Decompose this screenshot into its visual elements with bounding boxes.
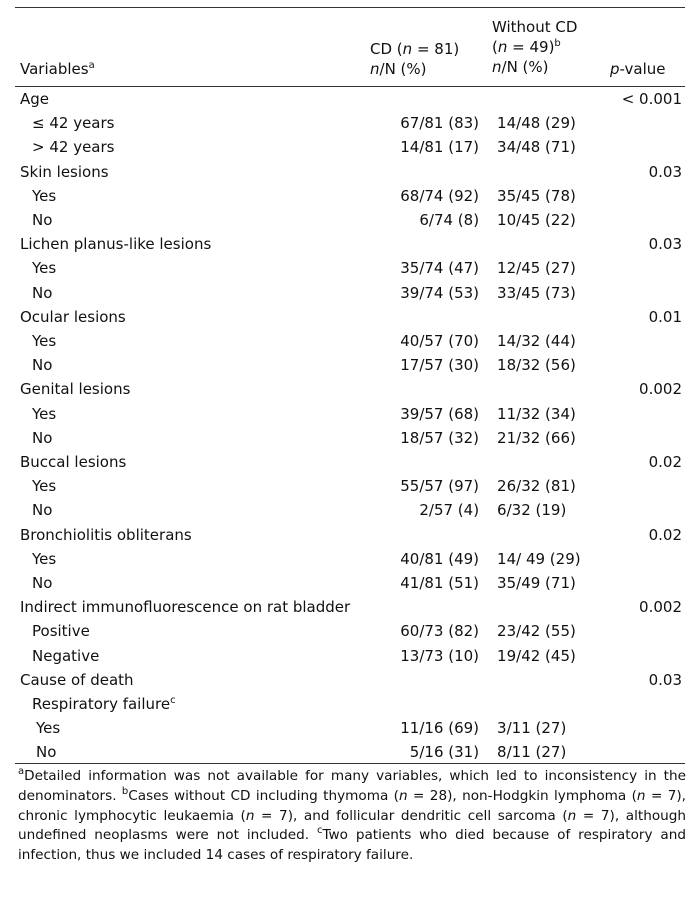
- p-value: [622, 353, 685, 377]
- row-label-text: No: [32, 428, 53, 447]
- n-symbol: n: [370, 60, 380, 78]
- cd-value: [372, 474, 489, 498]
- table-row: [15, 547, 685, 571]
- p-value: [622, 402, 685, 426]
- n-symbol: n: [567, 807, 577, 824]
- footnote-b-part: Cases without CD including thymoma (: [128, 787, 399, 804]
- p-value-text: 0.002: [639, 598, 682, 617]
- p-value: [622, 547, 685, 571]
- cd-value: [372, 595, 489, 619]
- cd-value: [372, 353, 489, 377]
- without-cd-value: [489, 595, 622, 619]
- cd-value-text: 11/16 (69): [400, 719, 480, 738]
- cd-value-text: 40/81 (49): [400, 549, 480, 568]
- row-label-text: Bronchiolitis obliterans: [20, 525, 192, 544]
- cd-value: [372, 135, 489, 159]
- cd-value-text: 14/81 (17): [400, 138, 480, 157]
- row-label-text: Yes: [36, 719, 61, 738]
- row-label-text: Skin lesions: [20, 162, 109, 181]
- without-cd-value: [489, 402, 622, 426]
- without-cd-value-text: 10/45 (22): [497, 211, 576, 230]
- row-label-text: No: [32, 283, 53, 302]
- row-label: [15, 571, 372, 595]
- header-p-value: [610, 59, 666, 79]
- p-value: [622, 281, 685, 305]
- cd-value: [372, 281, 489, 305]
- row-label-text: Genital lesions: [20, 380, 131, 399]
- table-row: [15, 474, 685, 498]
- without-cd-value-text: 33/45 (73): [497, 283, 576, 302]
- row-label-text: > 42 years: [32, 138, 115, 157]
- table-row: [15, 426, 685, 450]
- p-value: [622, 668, 685, 692]
- p-value: [622, 571, 685, 595]
- row-label: [15, 135, 372, 159]
- footnote-mark-b: b: [554, 38, 561, 49]
- p-value: [622, 619, 685, 643]
- without-cd-value: [489, 305, 622, 329]
- table-row: [15, 619, 685, 643]
- without-cd-value: [489, 450, 622, 474]
- cd-value-text: 40/57 (70): [400, 332, 480, 351]
- p-value: [622, 692, 685, 716]
- paren: (: [492, 38, 498, 56]
- without-cd-value-text: 8/11 (27): [497, 743, 567, 762]
- footnote-mark-b: b: [121, 785, 129, 797]
- row-label: [15, 668, 372, 692]
- p-value-text: 0.01: [648, 307, 682, 326]
- row-label-text: Positive: [32, 622, 90, 641]
- without-cd-value-text: 6/32 (19): [497, 501, 567, 520]
- table-row: [15, 571, 685, 595]
- without-cd-value: [489, 208, 622, 232]
- without-cd-value: [489, 135, 622, 159]
- row-label: [15, 208, 372, 232]
- row-label: [15, 595, 372, 619]
- p-value: [622, 644, 685, 668]
- row-label: [15, 450, 372, 474]
- without-cd-value-text: 35/49 (71): [497, 574, 576, 593]
- without-cd-value: [489, 111, 622, 135]
- without-cd-value: [489, 619, 622, 643]
- header-cd-line2: [370, 59, 459, 79]
- without-cd-value-text: 12/45 (27): [497, 259, 576, 278]
- table-row: [15, 402, 685, 426]
- count: = 49): [507, 38, 555, 56]
- n-symbol: n: [399, 787, 408, 804]
- table-row: [15, 523, 685, 547]
- p-value: [622, 329, 685, 353]
- without-cd-value: [489, 184, 622, 208]
- count: = 81): [412, 40, 460, 58]
- table-row: [15, 595, 685, 619]
- table-row: [15, 740, 685, 764]
- row-label-text: Yes: [32, 549, 57, 568]
- row-label: [15, 305, 372, 329]
- cd-value: [372, 329, 489, 353]
- header-without-cd-line2: [492, 37, 577, 57]
- p-value: [622, 450, 685, 474]
- row-label: [15, 692, 372, 716]
- footnote-b-part: = 7), and follicular dendritic cell sarcoma (: [254, 807, 568, 824]
- row-label-text: Age: [20, 90, 50, 108]
- cd-value: [372, 184, 489, 208]
- p-value: [622, 595, 685, 619]
- header-cd-line1: [370, 39, 459, 59]
- without-cd-value-text: 19/42 (45): [497, 646, 576, 665]
- row-label: [15, 740, 372, 764]
- table-row: [15, 184, 685, 208]
- without-cd-value-text: 35/45 (78): [497, 186, 576, 205]
- without-cd-value: [489, 232, 622, 256]
- footnote-mark-a: a: [88, 60, 95, 71]
- without-cd-value: [489, 426, 622, 450]
- without-cd-value-text: 23/42 (55): [497, 622, 576, 641]
- row-label: [15, 111, 372, 135]
- p-value: [622, 377, 685, 401]
- row-label: [15, 256, 372, 280]
- cd-label: CD (: [370, 40, 403, 58]
- table-row: [15, 692, 685, 716]
- data-table: [15, 87, 685, 765]
- cd-value-text: 17/57 (30): [400, 356, 480, 375]
- footnote-c: Two patients who died because of respiratory and infection, thus we included 14 cases of respiratory failure.: [18, 827, 686, 864]
- without-cd-value: [489, 740, 622, 764]
- row-label: [15, 523, 372, 547]
- footnote-mark-c: c: [316, 825, 323, 837]
- cd-value: [372, 305, 489, 329]
- cd-value: [372, 402, 489, 426]
- p-value: [622, 305, 685, 329]
- cd-value: [372, 644, 489, 668]
- header-cd: [370, 39, 459, 79]
- row-label: [15, 87, 372, 111]
- table-row: [15, 160, 685, 184]
- p-value-text: 0.02: [648, 525, 682, 544]
- cd-value: [372, 740, 489, 764]
- cd-value-text: 67/81 (83): [400, 114, 480, 133]
- p-value: [622, 135, 685, 159]
- p-value: [622, 426, 685, 450]
- cd-value: [372, 571, 489, 595]
- header-variables: [20, 59, 95, 79]
- cd-value-text: 68/74 (92): [400, 186, 480, 205]
- row-label: [15, 184, 372, 208]
- table-row: [15, 135, 685, 159]
- row-label-text: Negative: [32, 646, 100, 665]
- row-label-text: Lichen planus-like lesions: [20, 235, 212, 254]
- p-value-text: 0.03: [648, 162, 682, 181]
- p-value: [622, 498, 685, 522]
- p-value: [622, 523, 685, 547]
- row-label: [15, 402, 372, 426]
- row-label-text: Yes: [32, 332, 57, 351]
- table-row: [15, 87, 685, 111]
- footnote-a: Detailed information was not available for many variables, which led to inconsistency in the denominators.: [18, 768, 686, 804]
- bottom-rule: [15, 763, 685, 764]
- without-cd-value-text: 3/11 (27): [497, 719, 567, 738]
- row-label-text: Respiratory failure: [32, 695, 171, 714]
- p-value-text: < 0.001: [621, 90, 682, 108]
- cd-value: [372, 160, 489, 184]
- table-row: [15, 111, 685, 135]
- footnote-mark-a: a: [18, 766, 25, 777]
- row-label-text: No: [32, 574, 53, 593]
- cd-value-text: 39/74 (53): [400, 283, 480, 302]
- p-value: [622, 87, 685, 111]
- n-symbol: n: [245, 807, 255, 824]
- row-label-text: Indirect immunofluorescence on rat bladder: [20, 598, 351, 617]
- p-value-text: 0.03: [648, 670, 682, 689]
- cd-value-text: 18/57 (32): [400, 428, 480, 447]
- unit: /N (%): [379, 60, 427, 78]
- row-label: [15, 498, 372, 522]
- row-label: [15, 474, 372, 498]
- without-cd-value: [489, 644, 622, 668]
- row-label: [15, 329, 372, 353]
- without-cd-value-text: 18/32 (56): [497, 356, 576, 375]
- cd-value: [372, 111, 489, 135]
- table-row: [15, 232, 685, 256]
- table-row: [15, 377, 685, 401]
- p-value: [622, 208, 685, 232]
- without-cd-value: [489, 353, 622, 377]
- header-without-cd: [492, 17, 577, 77]
- cd-value: [372, 256, 489, 280]
- without-cd-value: [489, 498, 622, 522]
- p-value: [622, 184, 685, 208]
- without-cd-value-text: 14/48 (29): [497, 114, 576, 133]
- cd-value: [372, 547, 489, 571]
- table-row: [15, 353, 685, 377]
- p-value: [622, 232, 685, 256]
- cd-value-text: 6/74 (8): [419, 211, 480, 230]
- without-cd-value-text: 11/32 (34): [497, 404, 576, 423]
- variables-label: Variables: [20, 60, 89, 78]
- row-label: [15, 619, 372, 643]
- without-cd-value: [489, 377, 622, 401]
- footnote-b-part: = 7), although undefined neoplasms were not included.: [18, 807, 686, 844]
- without-cd-value: [489, 329, 622, 353]
- n-symbol: n: [492, 58, 502, 76]
- table-row: [15, 498, 685, 522]
- n-symbol: n: [402, 40, 413, 58]
- without-cd-value: [489, 160, 622, 184]
- cd-value: [372, 692, 489, 716]
- row-label: [15, 232, 372, 256]
- n-symbol: n: [636, 787, 646, 804]
- table-row: [15, 208, 685, 232]
- table-row: [15, 281, 685, 305]
- top-rule: [15, 7, 685, 8]
- table-row: [15, 329, 685, 353]
- row-label-text: No: [36, 743, 57, 762]
- row-label-text: Yes: [32, 259, 57, 278]
- row-label-text: No: [32, 501, 53, 520]
- table-row: [15, 716, 685, 740]
- row-label-text: No: [32, 211, 53, 230]
- without-cd-value-text: 14/32 (44): [497, 332, 576, 351]
- n-symbol: n: [497, 38, 508, 56]
- row-label: [15, 547, 372, 571]
- without-cd-value: [489, 281, 622, 305]
- table-row: [15, 668, 685, 692]
- cd-value: [372, 377, 489, 401]
- p-symbol: p: [610, 60, 620, 78]
- row-label: [15, 353, 372, 377]
- without-cd-value-text: 14/ 49 (29): [497, 549, 581, 568]
- cd-value-text: 13/73 (10): [400, 646, 480, 665]
- without-cd-value: [489, 523, 622, 547]
- p-value: [622, 256, 685, 280]
- footnote-mark-c: c: [170, 695, 176, 707]
- row-label-text: ≤ 42 years: [32, 114, 115, 133]
- table-body: [15, 87, 685, 765]
- row-label: [15, 644, 372, 668]
- cd-value-text: 35/74 (47): [400, 259, 480, 278]
- without-cd-value: [489, 668, 622, 692]
- cd-value: [372, 668, 489, 692]
- without-cd-value: [489, 716, 622, 740]
- p-value: [622, 740, 685, 764]
- table-row: [15, 644, 685, 668]
- table-row: [15, 305, 685, 329]
- row-label-text: Yes: [32, 186, 57, 205]
- cd-value: [372, 87, 489, 111]
- without-cd-value: [489, 547, 622, 571]
- cd-value: [372, 426, 489, 450]
- p-value: [622, 160, 685, 184]
- header-without-cd-line3: [492, 57, 577, 77]
- row-label-text: Buccal lesions: [20, 453, 127, 472]
- p-value-text: 0.02: [648, 453, 682, 472]
- footnote-b-part: = 7), chronic lymphocytic leukaemia (: [18, 787, 686, 824]
- cd-value: [372, 619, 489, 643]
- without-cd-value: [489, 571, 622, 595]
- row-label-text: Yes: [32, 404, 57, 423]
- row-label-text: Yes: [32, 477, 57, 496]
- cd-value-text: 5/16 (31): [409, 743, 480, 762]
- cd-value: [372, 716, 489, 740]
- cd-value: [372, 450, 489, 474]
- without-cd-value: [489, 474, 622, 498]
- cd-value: [372, 208, 489, 232]
- without-cd-value: [489, 87, 622, 111]
- row-label: [15, 377, 372, 401]
- header-without-cd-line1: Without CD: [492, 18, 578, 36]
- table-row: [15, 256, 685, 280]
- cd-value: [372, 232, 489, 256]
- footnote-b-part: = 28), non-Hodgkin lymphoma (: [407, 787, 637, 804]
- row-label-text: Ocular lesions: [20, 307, 126, 326]
- without-cd-value: [489, 256, 622, 280]
- row-label: [15, 281, 372, 305]
- cd-value-text: 60/73 (82): [400, 622, 480, 641]
- p-value-text: 0.002: [639, 380, 682, 399]
- row-label-text: No: [32, 356, 53, 375]
- cd-value: [372, 498, 489, 522]
- cd-value-text: 55/57 (97): [400, 477, 480, 496]
- without-cd-value: [489, 692, 622, 716]
- without-cd-value-text: 34/48 (71): [497, 138, 576, 157]
- row-label: [15, 160, 372, 184]
- cd-value-text: 39/57 (68): [400, 404, 480, 423]
- cd-value: [372, 523, 489, 547]
- footnote: [18, 767, 686, 866]
- p-value: [622, 111, 685, 135]
- row-label: [15, 716, 372, 740]
- without-cd-value-text: 26/32 (81): [497, 477, 576, 496]
- unit: /N (%): [501, 58, 549, 76]
- table-row: [15, 450, 685, 474]
- row-label-text: Cause of death: [20, 670, 134, 689]
- row-label: [15, 426, 372, 450]
- footnote-text: [18, 767, 686, 866]
- p-value-label: -value: [619, 60, 666, 78]
- p-value: [622, 474, 685, 498]
- cd-value-text: 41/81 (51): [400, 574, 480, 593]
- cd-value-text: 2/57 (4): [419, 501, 480, 520]
- without-cd-value-text: 21/32 (66): [497, 428, 576, 447]
- p-value: [622, 716, 685, 740]
- p-value-text: 0.03: [648, 235, 682, 254]
